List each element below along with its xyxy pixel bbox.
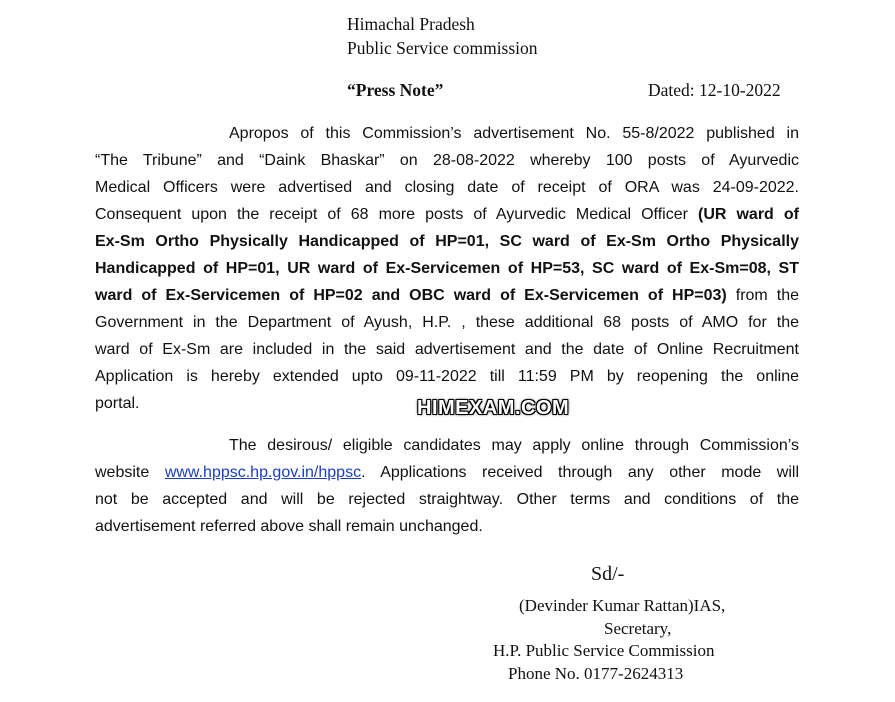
paragraph-1-bold-text: (UR ward of <box>698 206 799 223</box>
paragraph-2-line <box>95 463 799 483</box>
watermark-text: HIMEXAM.COM <box>417 397 570 419</box>
paragraph-1-line: Medical Officers were advertised and closing date of receipt of ORA was 24-09-2022. <box>95 179 799 196</box>
paragraph-1-line <box>95 232 799 252</box>
paragraph-1-text: from the <box>726 287 799 304</box>
signatory-name: (Devinder Kumar Rattan)IAS, <box>519 596 726 615</box>
paragraph-1-line <box>95 259 799 279</box>
paragraph-1-line: portal. <box>95 395 140 412</box>
paragraph-2-text: . Applications received through any other mode will <box>361 464 799 481</box>
header-commission-name: Public Service commission <box>347 38 538 58</box>
paragraph-1-line <box>95 286 799 306</box>
press-note-date: Dated: 12-10-2022 <box>648 80 781 100</box>
signatory-phone: Phone No. 0177-2624313 <box>508 664 684 683</box>
signatory-designation: Secretary, <box>604 619 672 638</box>
paragraph-2-line: not be accepted and will be rejected straightway. Other terms and conditions of the <box>95 491 799 508</box>
paragraph-1-line <box>95 205 799 225</box>
paragraph-2-text: website <box>95 464 165 481</box>
paragraph-1-bold-text: Handicapped of HP=01, UR ward of Ex-Servicemen of HP=53, SC ward of Ex-Sm=08, ST <box>95 260 799 277</box>
paragraph-1-line: ward of Ex-Sm are included in the said advertisement and the date of Online Recruitment <box>95 341 799 358</box>
signature-sd: Sd/- <box>591 563 625 585</box>
paragraph-1-text: Consequent upon the receipt of 68 more posts of Ayurvedic Medical Officer <box>95 206 698 223</box>
paragraph-1-line: Application is hereby extended upto 09-11-2022 till 11:59 PM by reopening the online <box>95 368 799 385</box>
paragraph-1-line: “The Tribune” and “Daink Bhaskar” on 28-08-2022 whereby 100 posts of Ayurvedic <box>95 152 799 169</box>
paragraph-1-line: Apropos of this Commission’s advertisement No. 55-8/2022 published in <box>229 125 799 142</box>
paragraph-2-line: The desirous/ eligible candidates may apply online through Commission’s <box>229 437 799 454</box>
paragraph-1-bold-text: Ex-Sm Ortho Physically Handicapped of HP=01, SC ward of Ex-Sm Ortho Physically <box>95 233 799 250</box>
signatory-office: H.P. Public Service Commission <box>493 641 715 660</box>
paragraph-1-bold-text: ward of Ex-Servicemen of HP=02 and OBC ward of Ex-Servicemen of HP=03) <box>95 287 727 304</box>
website-link[interactable]: www.hppsc.hp.gov.in/hppsc <box>164 464 362 481</box>
press-note-title: “Press Note” <box>347 80 444 100</box>
header-state-name: Himachal Pradesh <box>347 14 475 34</box>
paragraph-1-line: Government in the Department of Ayush, H.P. , these additional 68 posts of AMO for the <box>95 314 799 331</box>
paragraph-2-line: advertisement referred above shall remain unchanged. <box>95 518 483 535</box>
